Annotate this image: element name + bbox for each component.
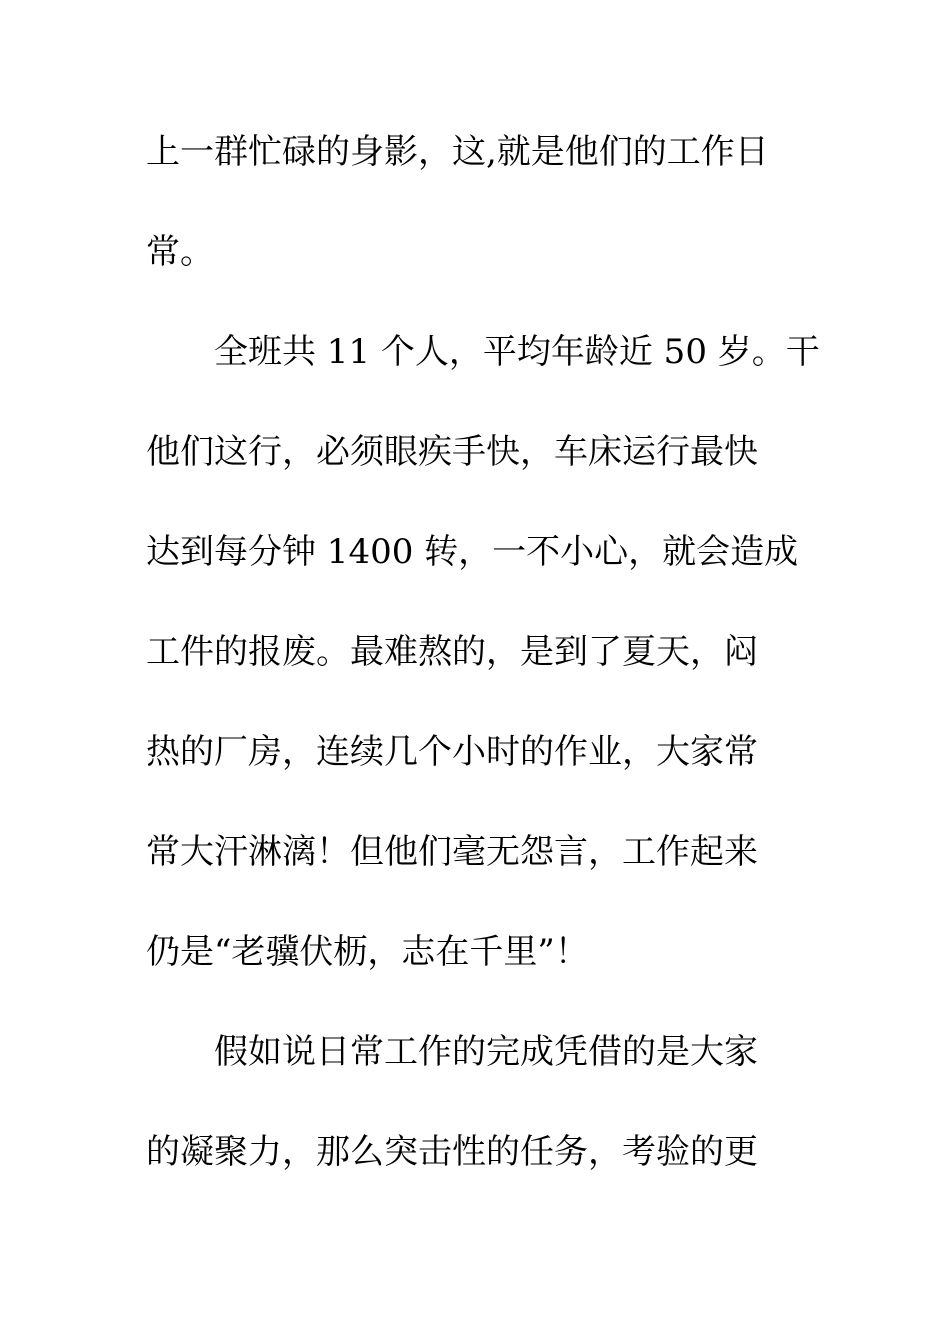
text-line: 达到每分钟 1400 转，一不小心，就会造成 <box>146 532 799 572</box>
text-line: 常。 <box>146 232 214 272</box>
paragraph-first-line: 全班共 11 个人，平均年龄近 50 岁。干 <box>214 332 820 372</box>
text-line: 热的厂房，连续几个小时的作业，大家常 <box>146 732 758 772</box>
text-line: 工件的报废。最难熬的，是到了夏天，闷 <box>146 632 758 672</box>
text-line: 常大汗淋漓！但他们毫无怨言，工作起来 <box>146 832 758 872</box>
paragraph-first-line: 假如说日常工作的完成凭借的是大家 <box>214 1032 758 1072</box>
text-line: 他们这行，必须眼疾手快，车床运行最快 <box>146 432 758 472</box>
text-line: 仍是“老骥伏枥，志在千里”！ <box>146 932 589 972</box>
text-line: 的凝聚力，那么突击性的任务，考验的更 <box>146 1132 758 1172</box>
text-line: 上一群忙碌的身影，这,就是他们的工作日 <box>146 132 769 172</box>
